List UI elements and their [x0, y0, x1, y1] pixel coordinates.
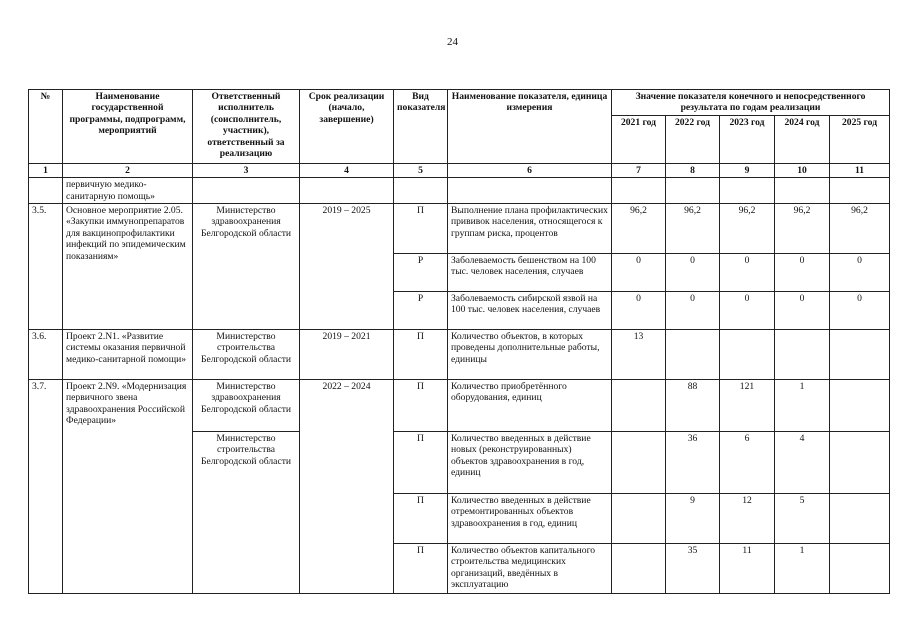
indicator-value: 96,2	[720, 204, 775, 254]
column-number: 4	[300, 163, 394, 177]
indicator-value: 96,2	[830, 204, 890, 254]
indicator-value: 12	[720, 494, 775, 544]
indicator-value	[612, 380, 666, 432]
indicator-value: 0	[830, 254, 890, 292]
indicator-value: 0	[612, 292, 666, 330]
row-number: 3.5.	[29, 204, 63, 330]
indicator-value	[830, 330, 890, 380]
program-name: Проект 2.N1. «Развитие системы оказания первичной медико-санитарной помощи»	[63, 330, 193, 380]
header-program: Наименование государственной программы, подпрограмм, мероприятий	[63, 90, 193, 164]
indicator-value	[775, 330, 830, 380]
executor: Министерство строительства Белгородской области	[193, 432, 300, 594]
indicator-value: 0	[666, 254, 720, 292]
table-row	[29, 178, 890, 204]
column-number: 10	[775, 163, 830, 177]
indicator-name: Выполнение плана профилактических прививок населения, относящегося к группам риска, процентов	[448, 204, 612, 254]
indicator-name: Количество введенных в действие отремонтированных объектов здравоохранения в год, единиц	[448, 494, 612, 544]
indicator-value: 13	[612, 330, 666, 380]
table-row	[29, 380, 890, 432]
indicator-value	[830, 544, 890, 594]
indicator-value	[720, 330, 775, 380]
header-year: 2024 год	[775, 115, 830, 163]
indicator-type: П	[394, 544, 448, 594]
column-number-row	[29, 163, 890, 177]
indicator-value: 35	[666, 544, 720, 594]
indicator-value	[612, 432, 666, 494]
period: 2019 – 2025	[300, 204, 394, 330]
continuation-program: первичную медико-санитарную помощь»	[63, 178, 193, 204]
indicator-value: 0	[666, 292, 720, 330]
header-indicator-name: Наименование показателя, единица измерения	[448, 90, 612, 164]
indicator-value	[612, 494, 666, 544]
row-number: 3.7.	[29, 380, 63, 594]
indicator-value	[612, 544, 666, 594]
column-number: 6	[448, 163, 612, 177]
period: 2019 – 2021	[300, 330, 394, 380]
table-row	[29, 204, 890, 254]
indicator-value: 96,2	[775, 204, 830, 254]
indicator-value: 121	[720, 380, 775, 432]
program-name: Проект 2.N9. «Модернизация первичного звена здравоохранения Российской Федерации»	[63, 380, 193, 594]
program-table	[28, 89, 890, 594]
indicator-type: П	[394, 380, 448, 432]
indicator-type: Р	[394, 292, 448, 330]
indicator-name: Количество приобретённого оборудования, единиц	[448, 380, 612, 432]
header-year: 2025 год	[830, 115, 890, 163]
header-year: 2023 год	[720, 115, 775, 163]
indicator-value: 0	[775, 292, 830, 330]
indicator-name: Количество введенных в действие новых (реконструированных) объектов здравоохранения в год, единиц	[448, 432, 612, 494]
indicator-name: Заболеваемость бешенством на 100 тыс. человек населения, случаев	[448, 254, 612, 292]
indicator-value: 1	[775, 380, 830, 432]
indicator-value: 5	[775, 494, 830, 544]
indicator-value: 96,2	[612, 204, 666, 254]
indicator-value: 36	[666, 432, 720, 494]
executor: Министерство здравоохранения Белгородской области	[193, 380, 300, 432]
indicator-name: Количество объектов капитального строительства медицинских организаций, введённых в эксплуатацию	[448, 544, 612, 594]
indicator-value: 11	[720, 544, 775, 594]
program-name: Основное мероприятие 2.05. «Закупки иммунопрепаратов для вакцинопрофилактики инфекций по эпидемическим показаниям»	[63, 204, 193, 330]
period: 2022 – 2024	[300, 380, 394, 594]
indicator-name: Количество объектов, в которых проведены дополнительные работы, единицы	[448, 330, 612, 380]
column-number: 5	[394, 163, 448, 177]
indicator-value	[830, 494, 890, 544]
indicator-value: 9	[666, 494, 720, 544]
indicator-value	[666, 330, 720, 380]
indicator-type: П	[394, 432, 448, 494]
indicator-type: Р	[394, 254, 448, 292]
page-number: 24	[447, 36, 458, 48]
indicator-type: П	[394, 204, 448, 254]
indicator-type: П	[394, 330, 448, 380]
indicator-value: 4	[775, 432, 830, 494]
indicator-value: 0	[720, 254, 775, 292]
indicator-value: 1	[775, 544, 830, 594]
column-number: 7	[612, 163, 666, 177]
indicator-value	[830, 432, 890, 494]
indicator-value: 0	[720, 292, 775, 330]
indicator-value: 6	[720, 432, 775, 494]
header-values-group: Значение показателя конечного и непосредственного результата по годам реализации	[612, 90, 890, 116]
column-number: 3	[193, 163, 300, 177]
indicator-value: 0	[612, 254, 666, 292]
indicator-type: П	[394, 494, 448, 544]
column-number: 9	[720, 163, 775, 177]
indicator-value	[830, 380, 890, 432]
header-year: 2021 год	[612, 115, 666, 163]
header-period: Срок реализации (начало, завершение)	[300, 90, 394, 164]
table-row	[29, 330, 890, 380]
row-number: 3.6.	[29, 330, 63, 380]
indicator-value: 0	[830, 292, 890, 330]
column-number: 2	[63, 163, 193, 177]
executor: Министерство строительства Белгородской области	[193, 330, 300, 380]
indicator-value: 96,2	[666, 204, 720, 254]
header-no: №	[29, 90, 63, 164]
indicator-value: 88	[666, 380, 720, 432]
indicator-value: 0	[775, 254, 830, 292]
header-executor: Ответственный исполнитель (соисполнитель, участник), ответственный за реализацию	[193, 90, 300, 164]
header-year: 2022 год	[666, 115, 720, 163]
executor: Министерство здравоохранения Белгородской области	[193, 204, 300, 330]
header-indicator-type: Вид показателя	[394, 90, 448, 164]
column-number: 8	[666, 163, 720, 177]
indicator-name: Заболеваемость сибирской язвой на 100 тыс. человек населения, случаев	[448, 292, 612, 330]
column-number: 1	[29, 163, 63, 177]
column-number: 11	[830, 163, 890, 177]
